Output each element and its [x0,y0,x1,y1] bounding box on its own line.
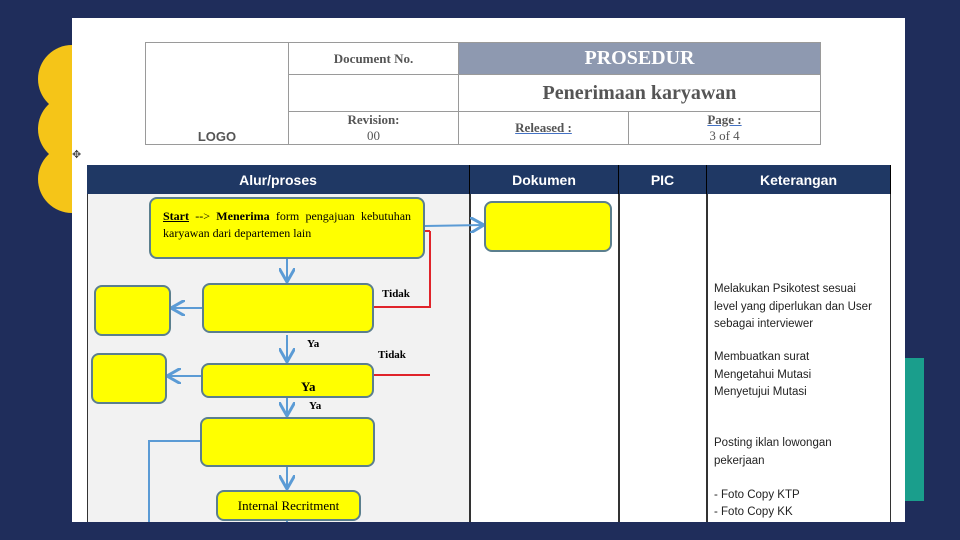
revision-label: Revision: [347,112,400,127]
keterangan-ktp: - Foto Copy KTP [714,489,800,501]
revision-value: 00 [367,128,380,143]
procedure-table [87,165,891,522]
col-header-dokumen: Dokumen [470,165,619,194]
document-box [484,201,612,252]
ya-label: Ya [301,379,316,394]
ya-label-2: Ya [309,400,322,412]
page-label: Page : [707,112,742,127]
start-step-box [149,197,425,259]
arrow-text: --> [195,209,211,223]
menerima-label: Menerima [216,209,270,223]
decorative-bar [903,358,924,501]
page-value: 3 of 4 [709,128,740,143]
logo: LOGO [146,43,289,145]
col-header-pic: PIC [619,165,707,194]
decision-box-1 [202,283,374,333]
keterangan-psikotest: Melakukan Psikotest sesuai level yang diperlukan dan User sebagai interviewer [714,283,872,330]
col-header-alur: Alur/proses [87,165,470,194]
doc-no-label: Document No. [289,43,459,75]
document-page [72,18,905,522]
internal-recruitment-box: Internal Recritment [216,490,361,521]
tidak-label-2: Tidak [378,349,406,361]
doc-title: PROSEDUR [459,43,821,75]
decision-box-2 [201,363,374,398]
keterangan-kk: - Foto Copy KK [714,506,793,518]
start-label: Start [163,209,189,223]
start-description: form pengajuan kebutuhan karyawan dari departemen lain [163,209,412,240]
table-move-handle-icon[interactable]: ✥ [72,149,82,161]
process-box [200,417,375,467]
side-box-1 [94,285,171,336]
doc-subtitle: Penerimaan karyawan [459,75,821,112]
keterangan-iklan: Posting iklan lowongan pekerjaan [714,437,832,467]
ya-label-1: Ya [307,338,320,350]
released-label: Released : [515,120,572,135]
keterangan-mutasi: Membuatkan surat Mengetahui Mutasi Menyetujui Mutasi [714,351,812,398]
doc-no-value [289,75,459,112]
revision [289,112,459,145]
side-box-2 [91,353,167,404]
document-header [145,42,821,145]
col-header-keterangan: Keterangan [707,165,891,194]
tidak-label-1: Tidak [382,288,410,300]
